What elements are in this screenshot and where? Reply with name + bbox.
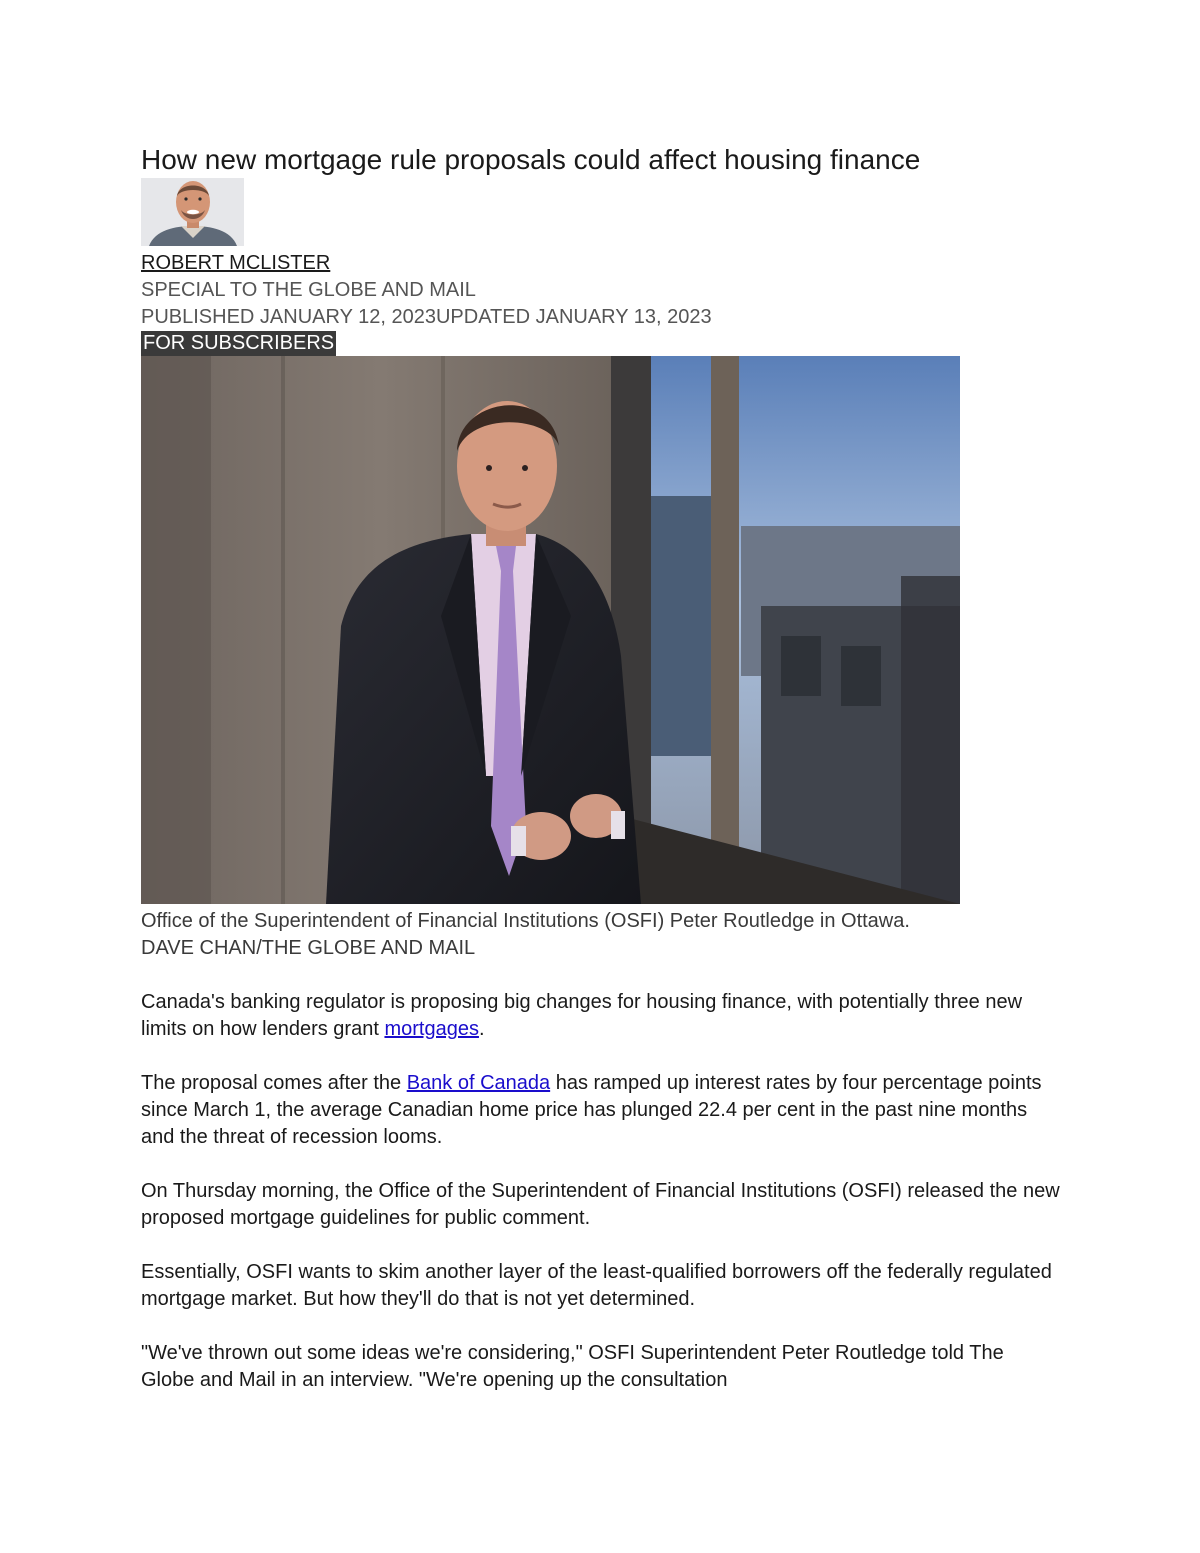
paragraph-text: Canada's banking regulator is proposing big changes for housing finance, with potentially three new limits on how lenders grant — [141, 991, 1023, 1040]
paragraph-text: . — [478, 1018, 485, 1040]
paragraph-text: Essentially, OSFI wants to skim another layer of the least-qualified borrowers off the federally regulated mortgage market. But how they'll do that is not yet determined. — [141, 1261, 1052, 1310]
paragraph — [141, 1178, 1061, 1232]
article-title: How new mortgage rule proposals could affect housing finance — [141, 144, 921, 175]
author-avatar[interactable] — [141, 178, 244, 246]
paragraph — [141, 989, 1061, 1043]
photo-credit: DAVE CHAN/THE GLOBE AND MAIL — [141, 937, 476, 959]
article-body — [141, 989, 1061, 1394]
paragraph-text: On Thursday morning, the Office of the Superintendent of Financial Institutions (OSFI) released the new proposed mortgage guidelines for public comment. — [141, 1180, 1060, 1229]
article — [141, 142, 1061, 1421]
paragraph — [141, 1070, 1061, 1151]
byline-source: SPECIAL TO THE GLOBE AND MAIL — [141, 279, 476, 301]
paragraph-text: The proposal comes after the — [141, 1072, 407, 1094]
author-link[interactable]: ROBERT MCLISTER — [141, 252, 331, 274]
mortgages-link[interactable]: mortgages — [384, 1018, 479, 1040]
photo-caption: Office of the Superintendent of Financial Institutions (OSFI) Peter Routledge in Ottawa. — [141, 910, 910, 932]
subscriber-badge: FOR SUBSCRIBERS — [143, 332, 335, 354]
paragraph — [141, 1259, 1061, 1313]
bank-of-canada-link[interactable]: Bank of Canada — [406, 1072, 551, 1094]
paragraph — [141, 1340, 1061, 1394]
publish-dates: PUBLISHED JANUARY 12, 2023UPDATED JANUARY 13, 2023 — [141, 306, 712, 328]
paragraph-text: "We've thrown out some ideas we're considering," OSFI Superintendent Peter Routledge told The Globe and Mail in an interview. "We're opening up the consultation — [141, 1342, 1004, 1391]
hero-photo — [141, 356, 960, 904]
paragraph-text: has ramped up interest rates by four percentage points since March 1, the average Canadian home price has plunged 22.4 per cent in the past nine months and the threat of recession looms. — [141, 1072, 1042, 1148]
